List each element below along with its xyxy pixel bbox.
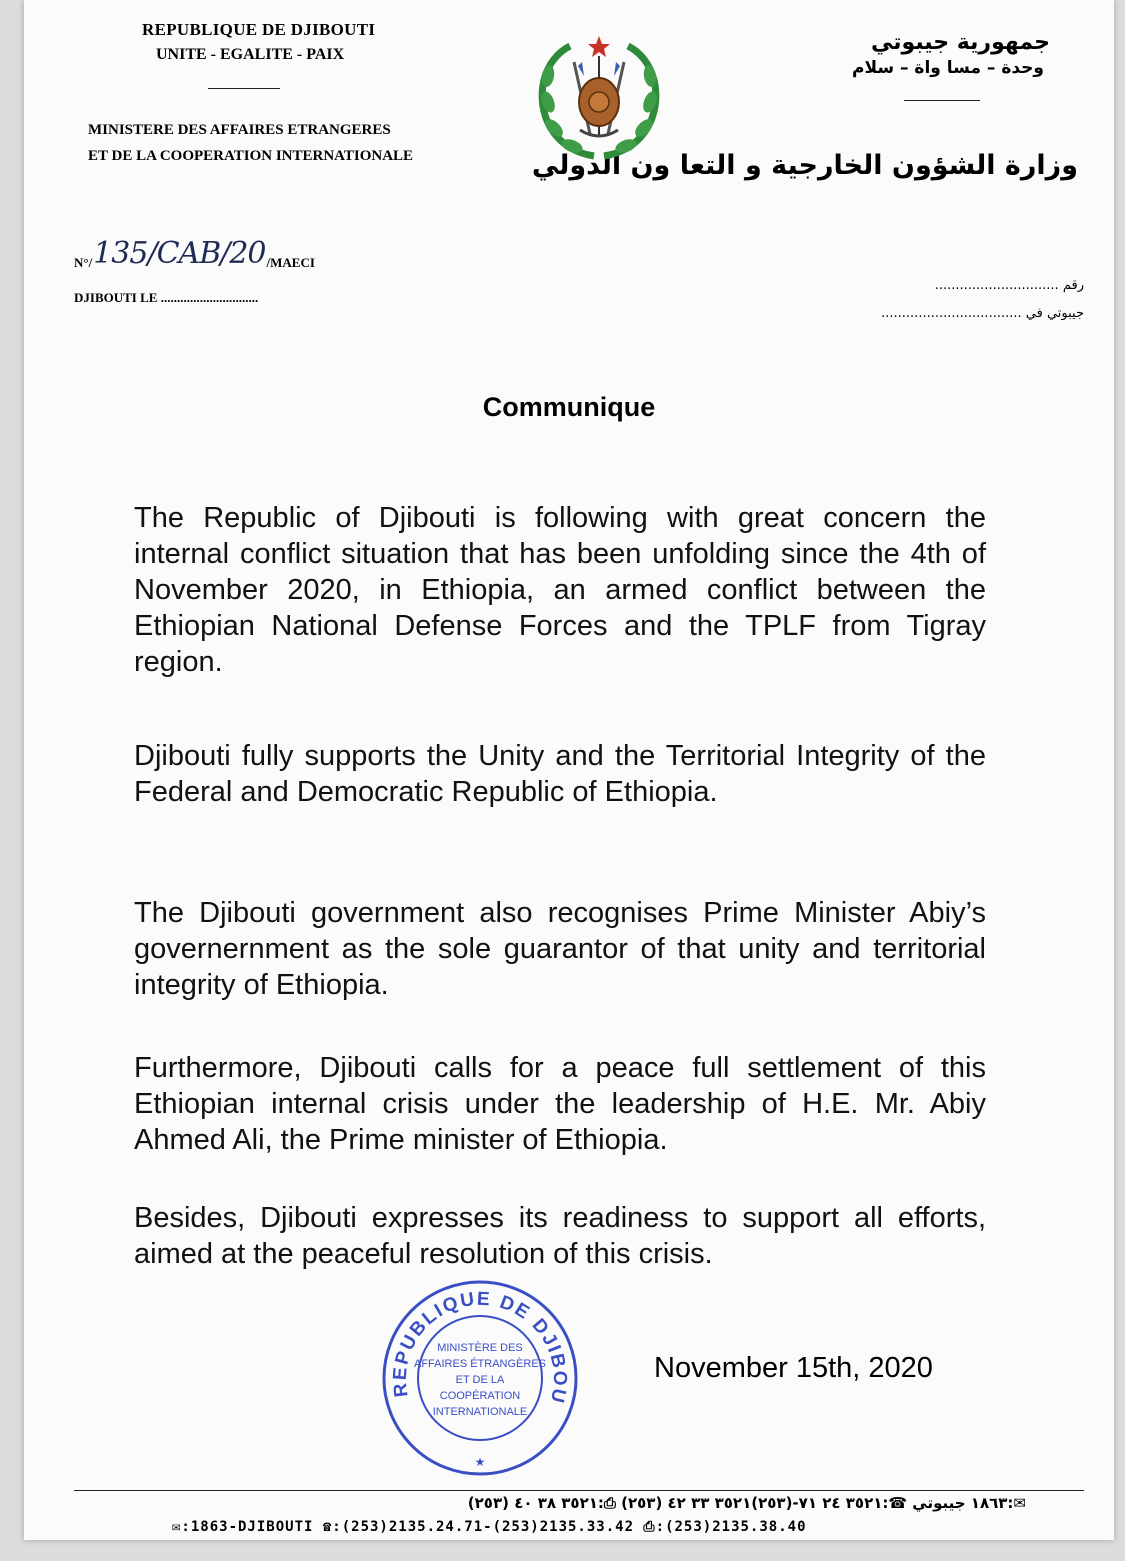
stamp-line-2: AFFAIRES ÉTRANGÈRES [413, 1358, 547, 1370]
number-dots: .............................. [934, 278, 1059, 293]
paragraph-3: The Djibouti government also recognises Prime Minister Abiy’s governernment as the sole guarantor of that unity and territorial integrity of Ethiopia. [134, 897, 986, 1001]
date-line-ar [881, 306, 1084, 321]
ministry-name-fr-line2: ET DE LA COOPERATION INTERNATIONALE [88, 148, 414, 164]
document-title: Communique [482, 392, 656, 422]
stamp-line-1: MINISTÈRE DES [437, 1342, 523, 1354]
republic-name-fr: REPUBLIQUE DE DJIBOUTI [142, 20, 376, 39]
footer-divider [74, 1490, 1084, 1491]
place-dots: .............................. [160, 290, 259, 305]
motto-fr: UNITE - EGALITE - PAIX [156, 46, 345, 63]
svg-text:★: ★ [474, 1455, 486, 1469]
number-line-ar [935, 278, 1084, 293]
stamp-ring-text: REPUBLIQUE DE DJIBOU [389, 1288, 571, 1407]
stamp-line-3: ET DE LA [455, 1374, 505, 1386]
stamp-line-4: COOPÉRATION [439, 1390, 521, 1402]
reference-prefix: N°/ [74, 255, 93, 270]
ministry-name-ar: وزارة الشؤون الخارجية و التعا ون الدولي [531, 150, 1078, 181]
ministry-name-fr-line1: MINISTERE DES AFFAIRES ETRANGERES [88, 122, 391, 138]
republic-name-ar: جمهورية جيبوتي [871, 30, 1050, 55]
paragraph-2: Djibouti fully supports the Unity and the Territorial Integrity of the Federal and Democratic Republic of Ethiopia. [134, 740, 986, 808]
place-date-line [74, 290, 258, 306]
footer-contact-latin: ✉:1863-DJIBOUTI ☎:(253)2135.24.71-(253)2135.33.42 ⎙:(253)2135.38.40 [172, 1519, 807, 1535]
national-emblem-icon [534, 32, 664, 162]
paragraph-4: Furthermore, Djibouti calls for a peace full settlement of this Ethiopian internal crisis under the leadership of H.E. Mr. Abiy Ahmed Ali, the Prime minister of Ethiopia. [134, 1052, 986, 1156]
reference-suffix: /MAECI [266, 255, 315, 270]
reference-number [74, 236, 315, 271]
paragraph-5: Besides, Djibouti expresses its readiness to support all efforts, aimed at the peaceful resolution of this crisis. [134, 1202, 986, 1270]
stamp-line-5: INTERNATIONALE [432, 1406, 528, 1418]
motto-ar: وحدة – مسا واة – سلام [852, 58, 1044, 78]
date-dots: .................................. [881, 306, 1022, 321]
reference-handwritten: 135/CAB/20 [93, 236, 266, 271]
date-label-ar: جيبوتي في [1025, 306, 1084, 321]
letter-page [24, 0, 1114, 1540]
document-date: November 15th, 2020 [654, 1352, 933, 1384]
official-stamp [380, 1278, 580, 1478]
number-label-ar: رقم [1062, 278, 1084, 293]
paragraph-1: The Republic of Djibouti is following with great concern the internal conflict situation that has been unfolding since the 4th of November 2020, in Ethiopia, an armed conflict between the Ethiopian National Defense Forces and the TPLF from Tigray region. [134, 502, 986, 678]
header-divider-right [904, 100, 980, 101]
place-label: DJIBOUTI LE [74, 290, 158, 305]
footer-contact-ar: ✉:١٨٦٣ جيبوتي ☎:٣٥٢١ ٢٤ ٧١-(٢٥٣)٣٥٢١ ٣٣ ٤٢ (٢٥٣) ⎙:٣٥٢١ ٣٨ ٤٠ (٢٥٣) [467, 1494, 1026, 1512]
header-divider-left [208, 88, 280, 89]
